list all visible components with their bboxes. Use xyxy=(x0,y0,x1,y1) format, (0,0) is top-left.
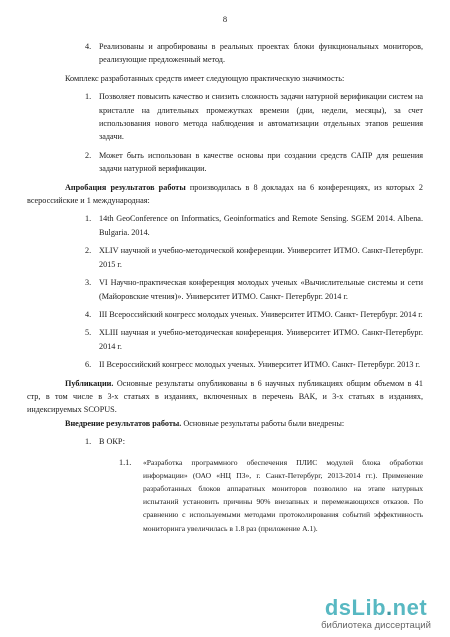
list-item xyxy=(85,358,423,371)
list-item-number: 4. xyxy=(85,309,92,319)
list-item-number: 4. xyxy=(85,42,92,51)
implementation-heading: Внедрение результатов работы. xyxy=(65,418,182,428)
practical-list xyxy=(27,90,423,175)
implementation-text: Основные результаты работы были внедрены: xyxy=(181,418,345,428)
dslib-logo xyxy=(316,596,436,620)
list-item-number: 2. xyxy=(85,150,92,160)
list-item-text: III Всероссийский конгресс молодых ученых. Университет ИТМО. Санкт- Петербург. 2014 г. xyxy=(99,309,423,319)
publications-text: Основные результаты опубликованы в 6 научных публикациях общим объемом в 41 стр, в том числе в 3-х статьях в изданиях, включенных в перечень ВАК, и 3-х статьях в изданиях, индексируемых SCOPUS. xyxy=(27,378,423,415)
list-item xyxy=(85,326,423,353)
logo-tld-text: net xyxy=(392,595,428,620)
list-item-text: VI Научно-практическая конференция молодых ученых «Вычислительные системы и сети (Майоровские чтения)». Университет ИТМО. Санкт- Петербург. 2014 г. xyxy=(99,278,423,301)
approbation-heading: Апробация результатов работы xyxy=(65,182,186,192)
list-item-number: 3. xyxy=(85,278,92,288)
list-item-text: XLIII научная и учебно-методическая конференция. Университет ИТМО. Санкт-Петербург. 2014 г. xyxy=(99,328,423,351)
top-list xyxy=(27,40,423,67)
publications-paragraph xyxy=(27,377,423,417)
list-item-text: Реализованы и апробированы в реальных проектах блоки функциональных мониторов, реализующие предложенный метод. xyxy=(99,42,423,65)
list-item-text: 14th GeoConference on Informatics, Geoinformatics and Remote Sensing. SGEM 2014. Albena. Bulgaria. 2014. xyxy=(99,214,423,237)
list-item xyxy=(85,308,423,321)
list-item xyxy=(85,435,423,448)
sub-item-text: «Разработка программного обеспечения ПЛИС модулей блока обработки информации» (ОАО «НЦ ПЗ», г. Санкт-Петербург, 2013-2014 гг.). Применение разработанных блоков аппаратных мониторов позволило на этапе натурных испытаний установить причины 90% внезапных и перемежающихся отказов. По сравнению с используемыми методами протоколирования событий эффективность мониторинга увеличилась в 1.8 раз (приложение А.1). xyxy=(143,457,423,533)
page-number: 8 xyxy=(222,14,228,24)
sub-item-number: 1.1. xyxy=(119,457,132,467)
approbation-paragraph xyxy=(27,181,423,208)
practical-intro: Комплекс разработанных средств имеет следующую практическую значимость: xyxy=(65,73,345,83)
implementation-paragraph xyxy=(27,417,423,430)
list-item-number: 1. xyxy=(85,214,92,224)
list-item xyxy=(85,212,423,239)
list-item-text: Может быть использован в качестве основы при создании средств САПР для решения задачи натурной верификации. xyxy=(99,150,423,174)
list-item-text: XLIV научной и учебно-методической конференции. Университет ИТМО. Санкт-Петербург. 2015 г. xyxy=(99,246,423,269)
publications-heading: Публикации. xyxy=(65,378,114,388)
list-item-number: 5. xyxy=(85,328,92,338)
list-item-number: 2. xyxy=(85,246,92,256)
watermark-subtitle: библиотека диссертаций xyxy=(321,620,431,631)
logo-dot: . xyxy=(386,595,393,620)
list-item xyxy=(85,40,423,67)
dslib-watermark xyxy=(316,596,436,631)
list-item-text: В ОКР: xyxy=(99,437,126,447)
list-item xyxy=(85,90,423,144)
list-item xyxy=(85,276,423,303)
list-item-number: 1. xyxy=(85,92,92,102)
logo-main-text: dsLib xyxy=(324,595,387,620)
conference-list xyxy=(27,212,423,371)
sub-list-item xyxy=(119,456,423,535)
list-item-number: 1. xyxy=(85,437,92,447)
list-item-text: Позволяет повысить качество и снизить сложность задачи натурной верификации систем на кристалле на длительных промежутках времени (дни, недели, месяцы), за счет использования нового метода наблюдения и автоматизации отдельных этапов решения задачи. xyxy=(99,92,423,142)
list-item-number: 6. xyxy=(85,360,92,370)
implementation-list xyxy=(27,435,423,448)
list-item-text: II Всероссийский конгресс молодых ученых. Университет ИТМО. Санкт- Петербург. 2013 г. xyxy=(99,360,420,370)
list-item xyxy=(85,149,423,176)
approbation-text: производилась в 8 докладах на 6 конференциях, из которых 2 всероссийские и 1 международная: xyxy=(27,182,423,206)
page-body xyxy=(27,40,423,535)
list-item xyxy=(85,244,423,271)
